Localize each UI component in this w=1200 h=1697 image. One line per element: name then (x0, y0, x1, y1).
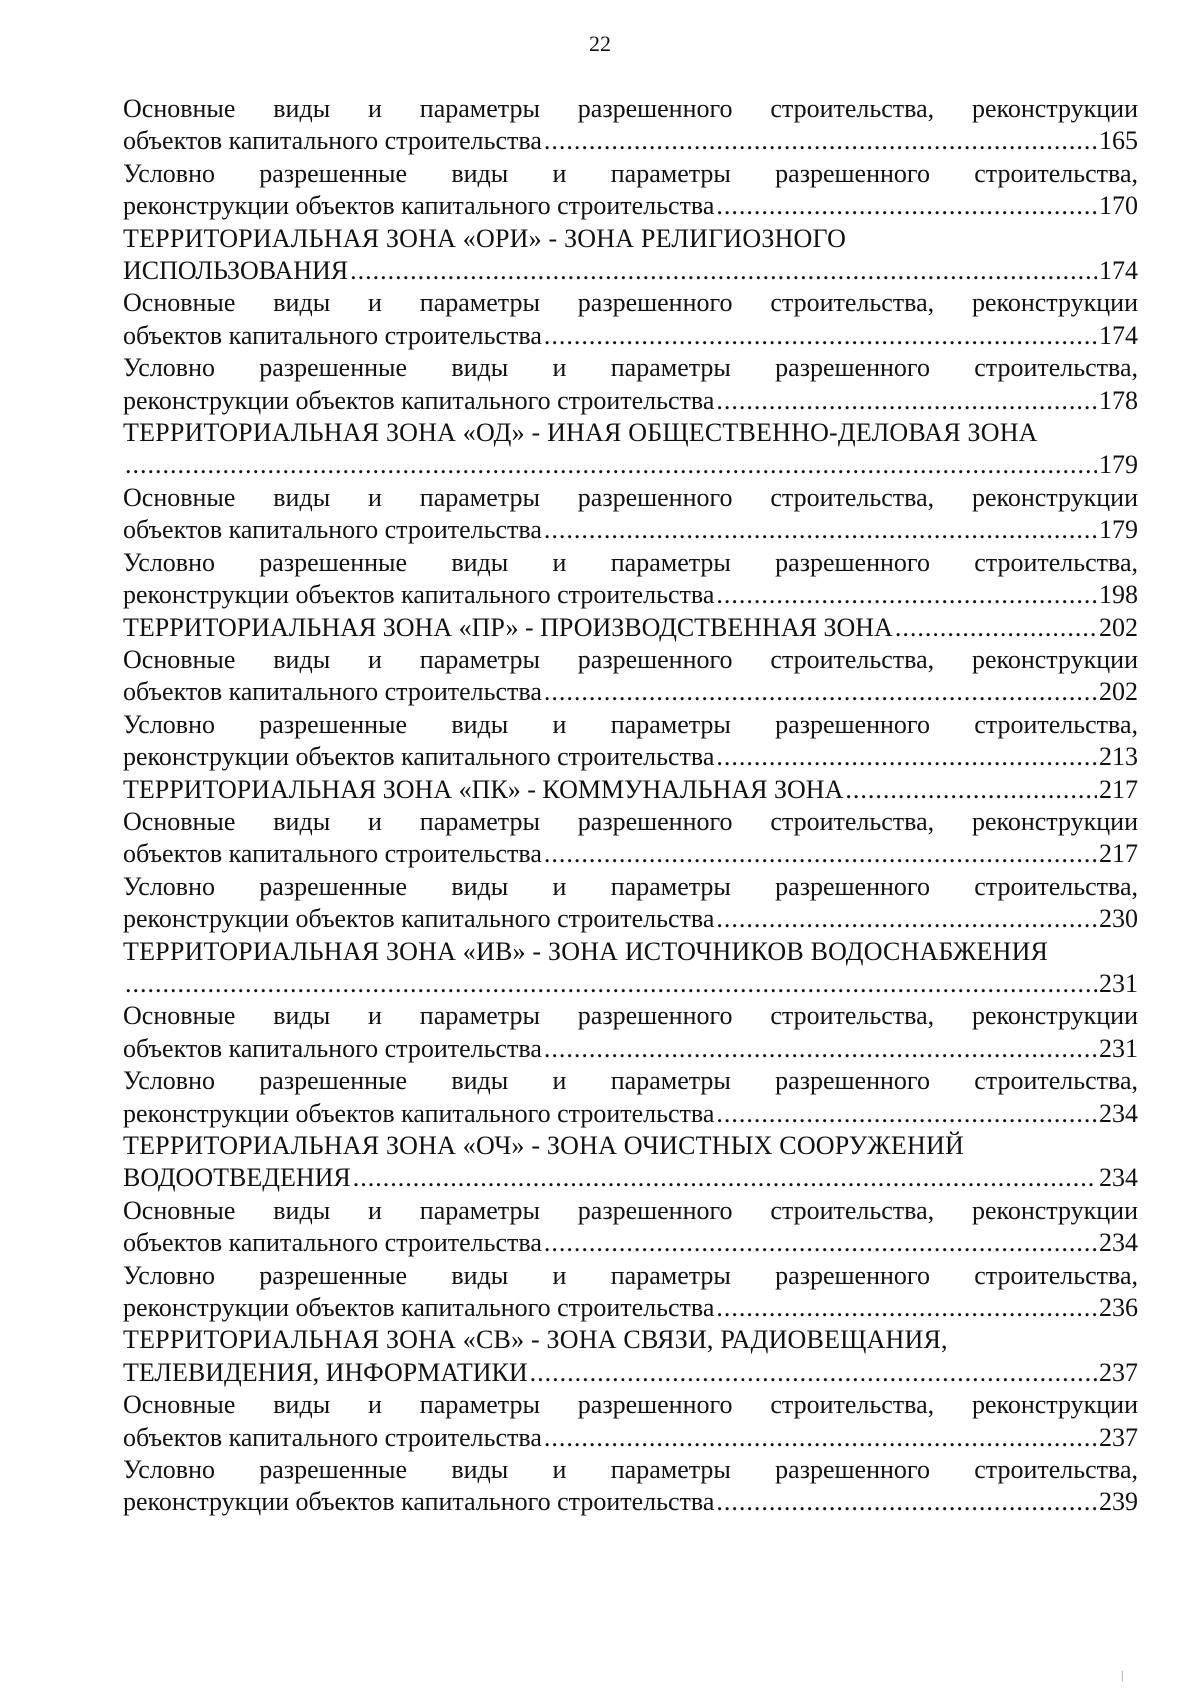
toc-entry-title-continuation: ТЕРРИТОРИАЛЬНАЯ ЗОНА «ПК» - КОММУНАЛЬНАЯ ЗОНА (123, 774, 844, 804)
toc-page-number: 170 (1099, 191, 1138, 221)
dot-leader (716, 1098, 1097, 1130)
toc-subsection-entry[interactable] (123, 93, 1138, 158)
toc-subsection-entry[interactable] (123, 1000, 1138, 1065)
toc-entry-title-continuation: реконструкции объектов капитального строительства (123, 1293, 715, 1323)
toc-page-number: 174 (1099, 256, 1138, 286)
toc-zone-entry[interactable] (123, 612, 1138, 644)
toc-entry-title-continuation: объектов капитального строительства (123, 1228, 542, 1258)
toc-page-number: 178 (1099, 385, 1138, 415)
dot-leader (845, 774, 1097, 806)
toc-page-number: 236 (1099, 1293, 1138, 1323)
dot-leader (544, 320, 1097, 352)
toc-entry-leader-line (123, 1098, 1138, 1130)
toc-subsection-entry[interactable] (123, 287, 1138, 352)
toc-entry-title-line: ТЕРРИТОРИАЛЬНАЯ ЗОНА «ОД» - ИНАЯ ОБЩЕСТВЕННО-ДЕЛОВАЯ ЗОНА (123, 418, 1038, 448)
scan-mark: | (1121, 1668, 1124, 1682)
toc-entry-title-line: Основные виды и параметры разрешенного строительства, реконструкции (123, 288, 1138, 318)
toc-page-number: 237 (1099, 1422, 1138, 1452)
toc-entry-title-continuation: реконструкции объектов капитального строительства (123, 385, 715, 415)
toc-page-number: 234 (1099, 1098, 1138, 1128)
toc-zone-entry[interactable] (123, 417, 1138, 482)
toc-entry-title-line: Основные виды и параметры разрешенного строительства, реконструкции (123, 482, 1138, 512)
toc-entry-title-continuation: объектов капитального строительства (123, 515, 542, 545)
toc-entry-leader-line (123, 125, 1138, 157)
toc-entry-leader-line (123, 1357, 1138, 1389)
toc-page-number: 174 (1099, 320, 1138, 350)
toc-entry-title-line: Основные виды и параметры разрешенного строительства, реконструкции (123, 644, 1138, 674)
dot-leader (350, 255, 1097, 287)
dot-leader (716, 903, 1097, 935)
dot-leader (716, 385, 1097, 417)
toc-page-number: 237 (1099, 1357, 1138, 1387)
toc-entry-title-line: Основные виды и параметры разрешенного строительства, реконструкции (123, 806, 1138, 836)
toc-entry-title-continuation: объектов капитального строительства (123, 320, 542, 350)
toc-entry-title-continuation: объектов капитального строительства (123, 677, 542, 707)
toc-entry-title-continuation: реконструкции объектов капитального строительства (123, 191, 715, 221)
toc-page-number: 239 (1099, 1487, 1138, 1517)
toc-page-number: 213 (1099, 742, 1138, 772)
dot-leader (353, 1162, 1097, 1194)
dot-leader (544, 1422, 1097, 1454)
dot-leader (716, 1486, 1097, 1518)
dot-leader (895, 612, 1097, 644)
toc-entry-title-continuation: реконструкции объектов капитального строительства (123, 1487, 715, 1517)
toc-entry-title-line: Условно разрешенные виды и параметры разрешенного строительства, (123, 709, 1138, 739)
toc-entry-title-line: Основные виды и параметры разрешенного строительства, реконструкции (123, 1195, 1138, 1225)
toc-entry-title-line: Основные виды и параметры разрешенного строительства, реконструкции (123, 94, 1138, 123)
dot-leader (716, 741, 1097, 773)
toc-entry-leader-line (123, 1292, 1138, 1324)
toc-zone-entry[interactable] (123, 774, 1138, 806)
toc-entry-title-line: Условно разрешенные виды и параметры разрешенного строительства, (123, 547, 1138, 577)
toc-page-number: 179 (1099, 450, 1138, 480)
toc-entry-leader-line (123, 190, 1138, 222)
toc-entry-title-line: ТЕРРИТОРИАЛЬНАЯ ЗОНА «ОЧ» - ЗОНА ОЧИСТНЫХ СООРУЖЕНИЙ (123, 1131, 964, 1160)
toc-entry-title-continuation: реконструкции объектов капитального строительства (123, 580, 715, 610)
toc-subsection-entry[interactable] (123, 352, 1138, 417)
toc-subsection-entry[interactable] (123, 1195, 1138, 1260)
toc-entry-leader-line (123, 320, 1138, 352)
toc-zone-entry[interactable] (123, 223, 1138, 288)
toc-page-number: 179 (1099, 515, 1138, 545)
toc-entry-title-line: Условно разрешенные виды и параметры разрешенного строительства, (123, 871, 1138, 901)
toc-entry-title-continuation: объектов капитального строительства (123, 1033, 542, 1063)
toc-page-number: 231 (1099, 1033, 1138, 1063)
toc-entry-leader-line (123, 1486, 1138, 1518)
toc-page-number: 230 (1099, 904, 1138, 934)
toc-entry-title-line: ТЕРРИТОРИАЛЬНАЯ ЗОНА «ОРИ» - ЗОНА РЕЛИГИОЗНОГО (123, 223, 847, 253)
toc-zone-entry[interactable] (123, 1324, 1138, 1389)
toc-subsection-entry[interactable] (123, 1389, 1138, 1454)
toc-entry-title-line: ТЕРРИТОРИАЛЬНАЯ ЗОНА «ИВ» - ЗОНА ИСТОЧНИКОВ ВОДОСНАБЖЕНИЯ (123, 936, 1049, 966)
toc-page-number: 165 (1099, 126, 1138, 156)
toc-entry-leader-line (123, 612, 1138, 644)
toc-subsection-entry[interactable] (123, 1065, 1138, 1130)
toc-subsection-entry[interactable] (123, 547, 1138, 612)
toc-subsection-entry[interactable] (123, 1454, 1138, 1519)
dot-leader (716, 579, 1097, 611)
toc-entry-leader-line (123, 449, 1138, 481)
toc-page-number: 198 (1099, 580, 1138, 610)
toc-entry-title-line: ТЕРРИТОРИАЛЬНАЯ ЗОНА «СВ» - ЗОНА СВЯЗИ, РАДИОВЕЩАНИЯ, (123, 1325, 948, 1355)
toc-entry-leader-line (123, 1422, 1138, 1454)
toc-entry-title-line: Условно разрешенные виды и параметры разрешенного строительства, (123, 158, 1138, 188)
toc-entry-leader-line (123, 1033, 1138, 1065)
toc-entry-title-continuation: ИСПОЛЬЗОВАНИЯ (123, 256, 349, 286)
dot-leader (544, 125, 1097, 157)
toc-page-number: 202 (1099, 612, 1138, 642)
toc-subsection-entry[interactable] (123, 644, 1138, 709)
dot-leader (544, 1227, 1097, 1259)
toc-subsection-entry[interactable] (123, 482, 1138, 547)
toc-subsection-entry[interactable] (123, 806, 1138, 871)
toc-entry-title-continuation: объектов капитального строительства (123, 839, 542, 869)
dot-leader (125, 449, 1097, 481)
toc-entry-leader-line (123, 741, 1138, 773)
dot-leader (716, 1292, 1097, 1324)
toc-subsection-entry[interactable] (123, 1260, 1138, 1325)
toc-entry-title-continuation: реконструкции объектов капитального строительства (123, 1098, 715, 1128)
toc-page-number: 231 (1099, 968, 1138, 998)
dot-leader (716, 190, 1097, 222)
toc-subsection-entry[interactable] (123, 871, 1138, 936)
toc-page-number: 202 (1099, 677, 1138, 707)
toc-entry-leader-line (123, 903, 1138, 935)
toc-page-number: 234 (1099, 1228, 1138, 1258)
toc-entry-leader-line (123, 676, 1138, 708)
toc-entry-leader-line (123, 514, 1138, 546)
toc-entry-leader-line (123, 1162, 1138, 1194)
toc-entry-leader-line (123, 838, 1138, 870)
toc-entry-title-continuation: реконструкции объектов капитального строительства (123, 904, 715, 934)
page-number: 22 (589, 31, 611, 56)
toc-page-number: 217 (1099, 774, 1138, 804)
toc-entry-title-continuation: реконструкции объектов капитального строительства (123, 742, 715, 772)
toc-entry-title-line: Условно разрешенные виды и параметры разрешенного строительства, (123, 353, 1138, 383)
toc-entry-leader-line (123, 579, 1138, 611)
toc-zone-entry[interactable] (123, 1130, 1138, 1195)
toc-entry-leader-line (123, 968, 1138, 1000)
toc-entry-title-line: Условно разрешенные виды и параметры разрешенного строительства, (123, 1066, 1138, 1096)
dot-leader (544, 1033, 1097, 1065)
toc-entry-leader-line (123, 1227, 1138, 1259)
toc-entry-leader-line (123, 774, 1138, 806)
toc-entry-title-continuation: объектов капитального строительства (123, 126, 542, 156)
dot-leader (544, 838, 1097, 870)
toc-page-number: 234 (1099, 1163, 1138, 1193)
toc-subsection-entry[interactable] (123, 709, 1138, 774)
toc-entry-title-line: Условно разрешенные виды и параметры разрешенного строительства, (123, 1260, 1138, 1290)
dot-leader (125, 968, 1097, 1000)
toc-entry-title-continuation: объектов капитального строительства (123, 1422, 542, 1452)
toc-page-number: 217 (1099, 839, 1138, 869)
toc-entry-title-continuation: ВОДООТВЕДЕНИЯ (123, 1163, 351, 1193)
dot-leader (544, 514, 1097, 546)
toc-entry-leader-line (123, 255, 1138, 287)
toc-entry-title-line: Основные виды и параметры разрешенного строительства, реконструкции (123, 1001, 1138, 1031)
dot-leader (530, 1357, 1097, 1389)
toc-subsection-entry[interactable] (123, 158, 1138, 223)
toc-entry-title-line: Основные виды и параметры разрешенного строительства, реконструкции (123, 1390, 1138, 1420)
toc-entry-title-line: Условно разрешенные виды и параметры разрешенного строительства, (123, 1455, 1138, 1485)
dot-leader (544, 676, 1097, 708)
toc-entry-title-continuation: ТЕЛЕВИДЕНИЯ, ИНФОРМАТИКИ (123, 1357, 528, 1387)
toc-zone-entry[interactable] (123, 936, 1138, 1001)
toc-entry-title-continuation: ТЕРРИТОРИАЛЬНАЯ ЗОНА «ПР» - ПРОИЗВОДСТВЕННАЯ ЗОНА (123, 612, 893, 642)
toc-entry-leader-line (123, 385, 1138, 417)
table-of-contents (123, 93, 1138, 1519)
